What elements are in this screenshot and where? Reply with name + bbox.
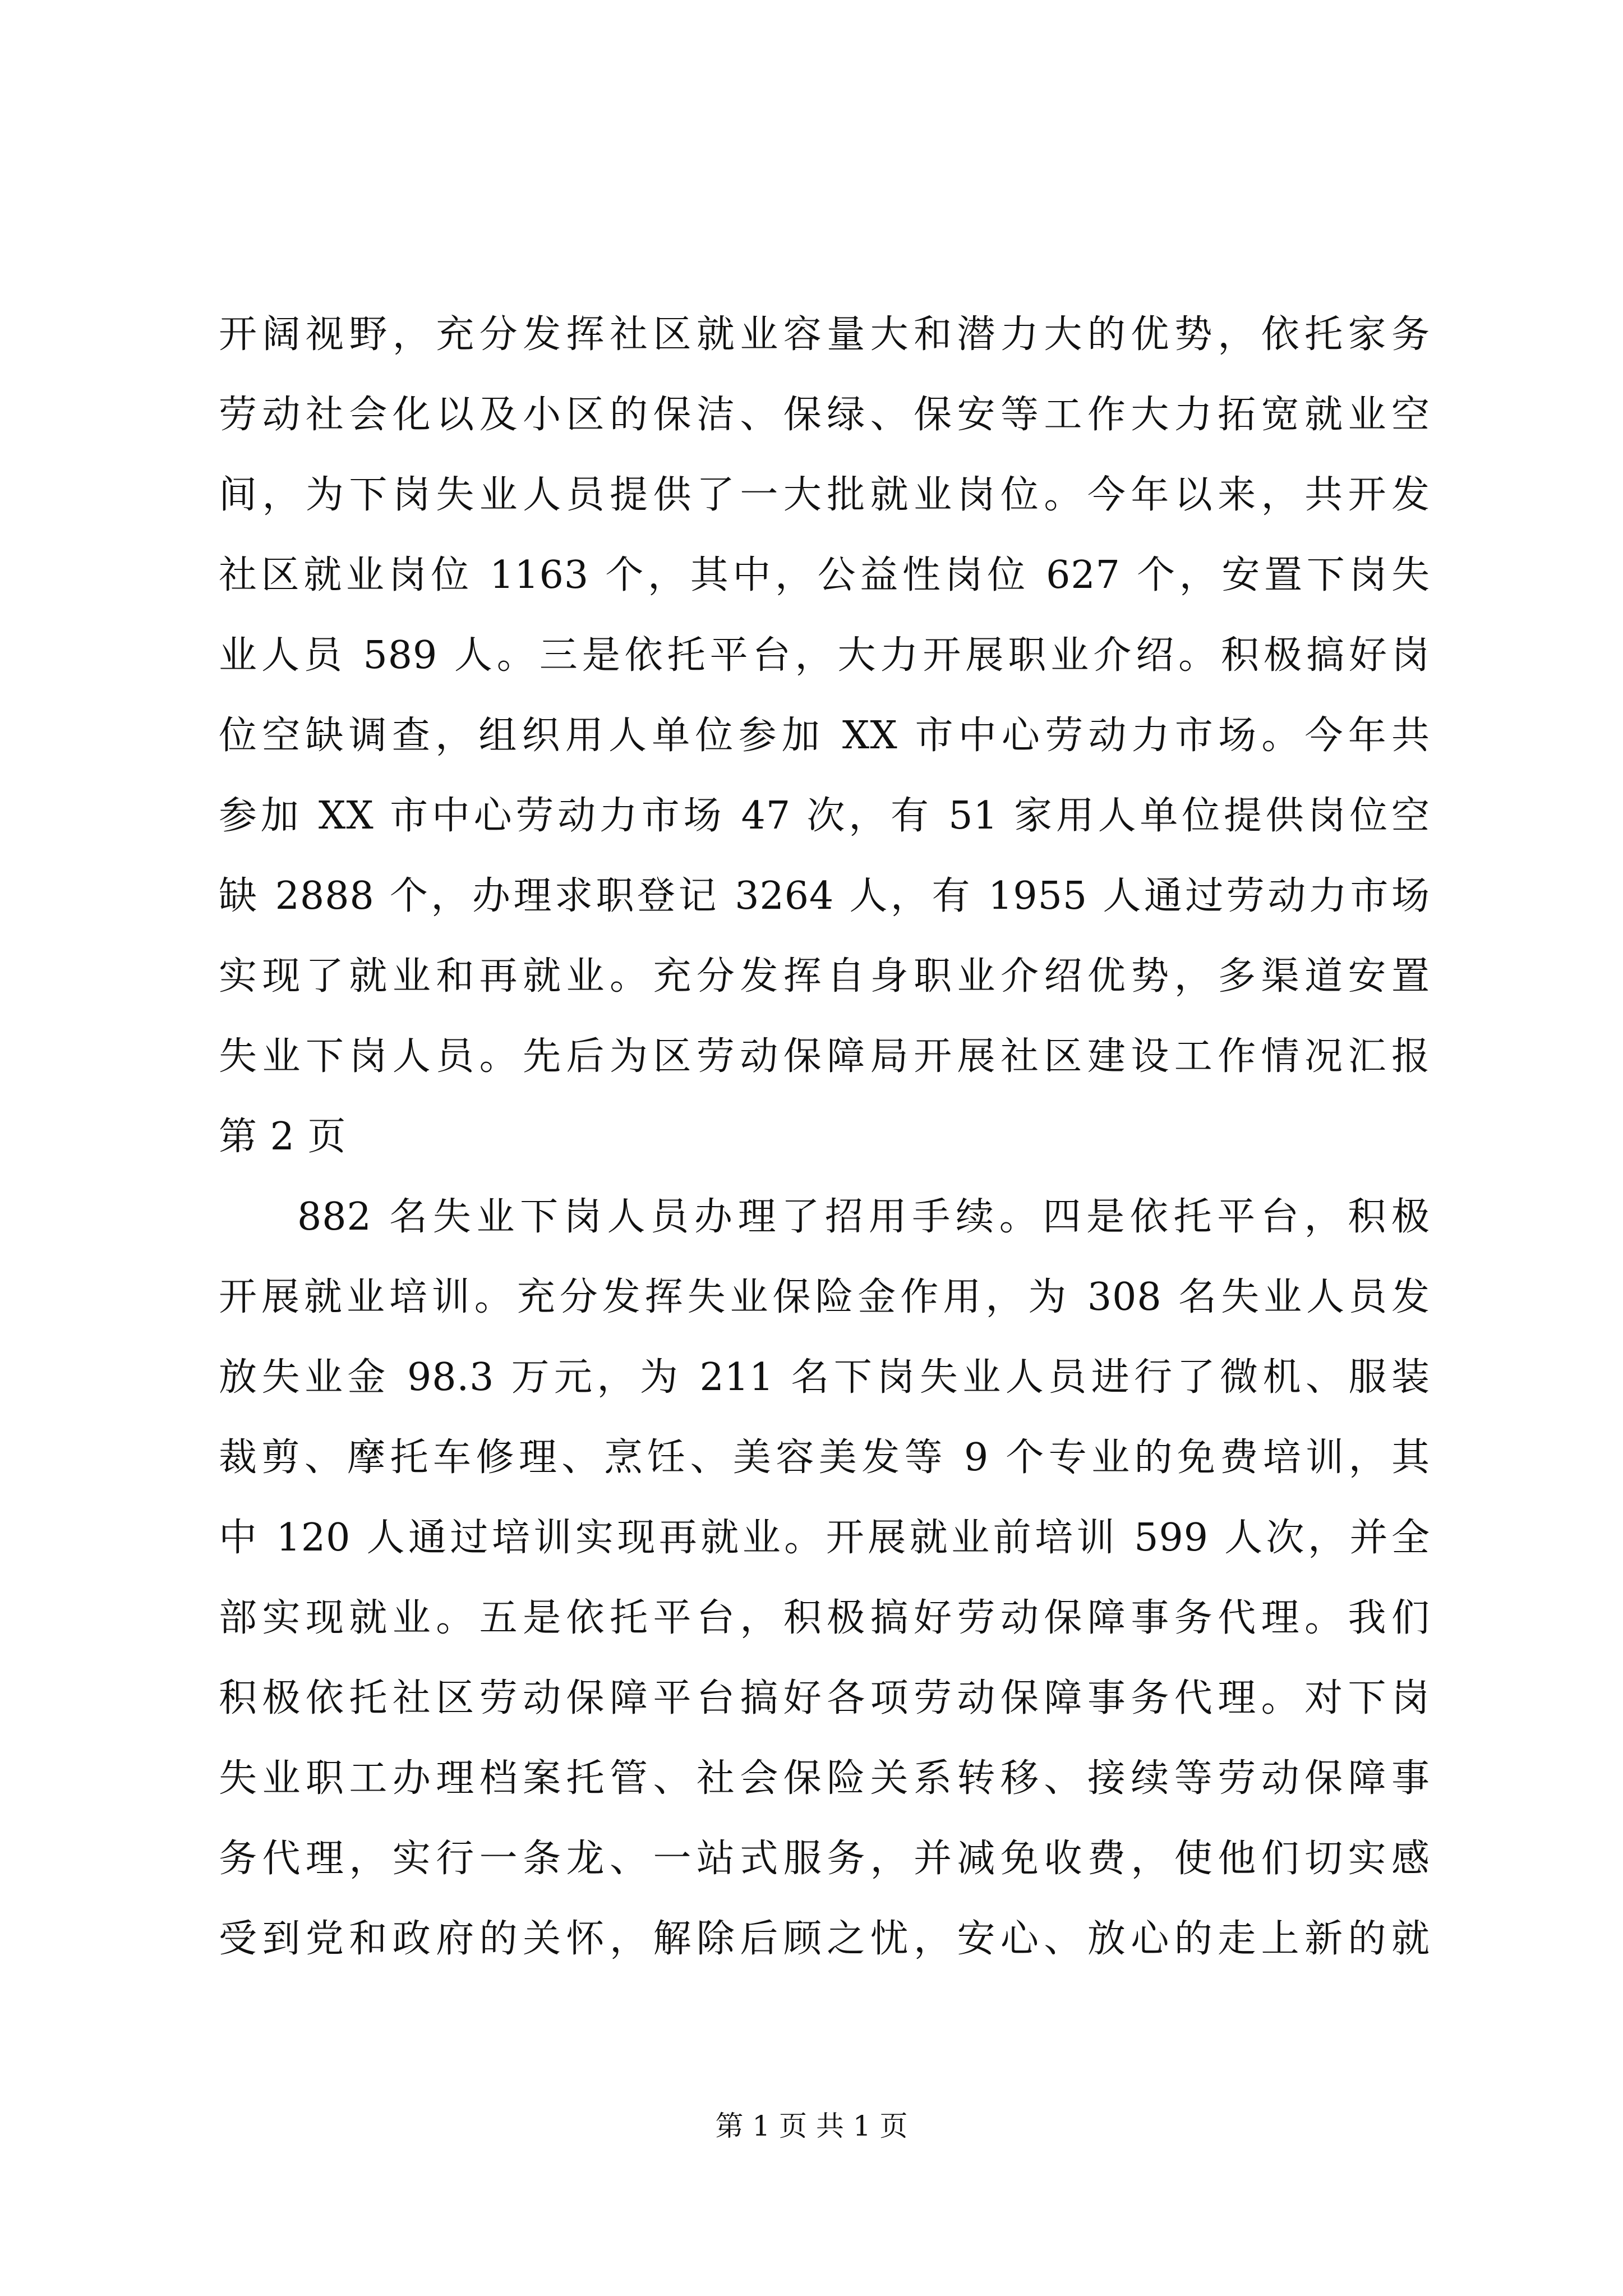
text-line: 缺 2888 个，办理求职登记 3264 人，有 1955 人通过劳动力市场 (219, 874, 1430, 918)
text-line: 间，为下岗失业人员提供了一大批就业岗位。今年以来，共开发 (219, 473, 1430, 517)
text-line: 业人员 589 人。三是依托平台，大力开展职业介绍。积极搞好岗 (219, 633, 1430, 678)
text-line: 劳动社会化以及小区的保洁、保绿、保安等工作大力拓宽就业空 (219, 393, 1430, 437)
text-line: 参加 XX 市中心劳动力市场 47 次，有 51 家用人单位提供岗位空 (219, 794, 1430, 838)
text-line: 开阔视野，充分发挥社区就业容量大和潜力大的优势，依托家务 (219, 312, 1430, 357)
text-line: 社区就业岗位 1163 个，其中，公益性岗位 627 个，安置下岗失 (219, 553, 1430, 597)
text-line: 部实现就业。五是依托平台，积极搞好劳动保障事务代理。我们 (219, 1596, 1430, 1640)
text-line: 积极依托社区劳动保障平台搞好各项劳动保障事务代理。对下岗 (219, 1676, 1430, 1720)
text-line: 开展就业培训。充分发挥失业保险金作用，为 308 名失业人员发 (219, 1275, 1430, 1319)
text-line: 失业职工办理档案托管、社会保险关系转移、接续等劳动保障事 (219, 1756, 1430, 1801)
inline-page-marker: 第 2 页 (219, 1115, 347, 1159)
text-line: 失业下岗人员。先后为区劳动保障局开展社区建设工作情况汇报 (219, 1034, 1430, 1079)
text-line: 中 120 人通过培训实现再就业。开展就业前培训 599 人次，并全 (219, 1516, 1430, 1560)
text-line: 位空缺调查，组织用人单位参加 XX 市中心劳动力市场。今年共 (219, 714, 1430, 758)
text-line: 放失业金 98.3 万元，为 211 名下岗失业人员进行了微机、服装 (219, 1355, 1430, 1400)
page-footer: 第 1 页 共 1 页 (715, 2110, 908, 2142)
text-line: 裁剪、摩托车修理、烹饪、美容美发等 9 个专业的免费培训，其 (219, 1435, 1430, 1480)
paragraph-first-line: 882 名失业下岗人员办理了招用手续。四是依托平台，积极 (297, 1195, 1430, 1239)
text-line: 实现了就业和再就业。充分发挥自身职业介绍优势，多渠道安置 (219, 954, 1430, 999)
document-body (219, 295, 1430, 1979)
text-line: 务代理，实行一条龙、一站式服务，并减免收费，使他们切实感 (219, 1837, 1430, 1881)
text-line: 受到党和政府的关怀，解除后顾之忧，安心、放心的走上新的就 (219, 1917, 1430, 1961)
